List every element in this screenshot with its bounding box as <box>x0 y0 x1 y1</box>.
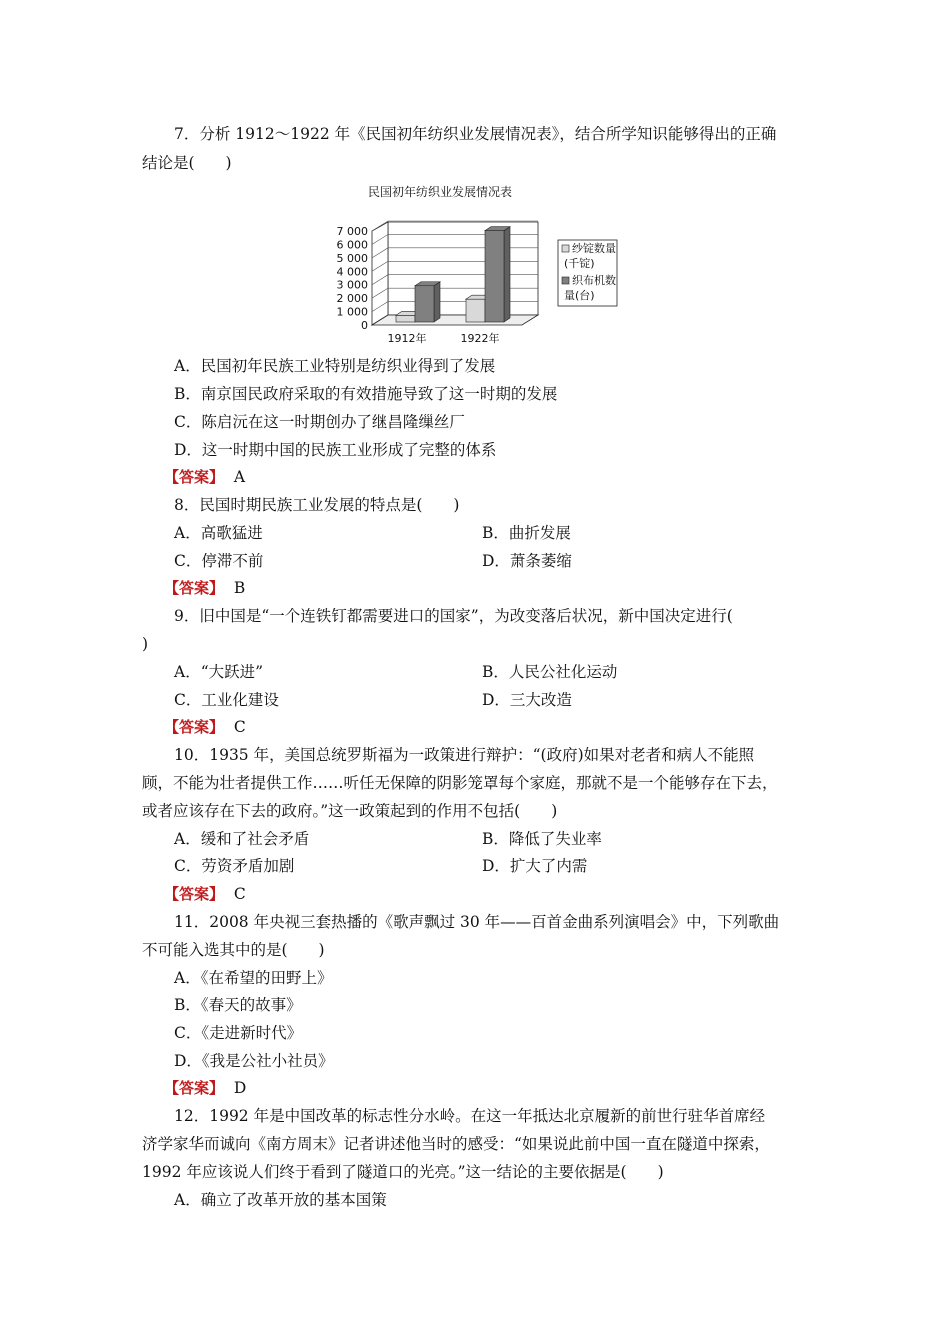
q9-stem: 9．旧中国是“一个连铁钉都需要进口的国家”，为改变落后状况，新中国决定进行( <box>174 607 733 625</box>
legend-swatch-looms <box>562 277 569 284</box>
q10-option-d: D．扩大了内需 <box>482 857 588 875</box>
y-tick-label: 4 000 <box>336 265 368 279</box>
answer-tag: 【答案】 <box>164 718 225 736</box>
q10-stem: 10．1935 年，美国总统罗斯福为一政策进行辩护：“(政府)如果对老者和病人不能照 <box>174 746 755 764</box>
q11-answer <box>164 1078 246 1098</box>
q7-stem: 7．分析 1912～1922 年《民国初年纺织业发展情况表》，结合所学知识能够得出的正确 <box>174 125 777 143</box>
q11-option-c: C．《走进新时代》 <box>174 1024 303 1042</box>
q12-stem-cont: 济学家华而诚向《南方周末》记者讲述他当时的感受：“如果说此前中国一直在隧道中探索， <box>142 1135 770 1153</box>
legend-swatch-spindles <box>562 245 569 252</box>
legend-label-spindles-unit: (千锭) <box>564 257 595 270</box>
q9-option-c: C．工业化建设 <box>174 691 279 709</box>
y-tick-label: 0 <box>361 319 368 332</box>
q9-option-b: B．人民公社化运动 <box>482 663 618 681</box>
q10-stem-cont-2: 或者应该存在下去的政府。”这一政策起到的作用不包括( ) <box>142 802 558 820</box>
y-tick-label: 2 000 <box>336 292 368 306</box>
q8-option-d: D．萧条萎缩 <box>482 552 572 570</box>
answer-tag: 【答案】 <box>164 1079 225 1097</box>
answer-value: C <box>233 718 246 736</box>
q11-option-b: B．《春天的故事》 <box>174 996 302 1014</box>
x-tick-1922: 1922年 <box>460 332 500 345</box>
q7-option-d: D．这一时期中国的民族工业形成了完整的体系 <box>174 441 497 459</box>
q9-answer <box>164 717 246 737</box>
legend-label-looms-unit: 量(台) <box>564 289 595 302</box>
legend-label-looms: 织布机数 <box>572 274 616 287</box>
answer-tag: 【答案】 <box>164 468 225 486</box>
q10-option-c: C．劳资矛盾加剧 <box>174 857 295 875</box>
q8-option-c: C．停滞不前 <box>174 552 264 570</box>
chart-back-wall <box>388 222 538 315</box>
q11-stem: 11．2008 年央视三套热播的《歌声飘过 30 年——百首金曲系列演唱会》中，下列歌曲 <box>174 913 780 931</box>
chart-y-tick-labels <box>337 225 369 332</box>
bar-looms-1912年 <box>415 282 440 322</box>
q12-option-a: A．确立了改革开放的基本国策 <box>174 1191 387 1209</box>
q7-stem-cont: 结论是( ) <box>142 154 232 172</box>
y-tick-label: 6 000 <box>336 238 368 252</box>
q10-option-a: A．缓和了社会矛盾 <box>174 830 310 848</box>
legend-label-spindles: 纱锭数量 <box>572 242 616 255</box>
q8-option-a: A．高歌猛进 <box>174 524 263 542</box>
answer-tag: 【答案】 <box>164 885 225 903</box>
q10-answer <box>164 884 246 904</box>
chart-side-wall <box>372 222 388 325</box>
answer-value: C <box>233 885 246 903</box>
q10-option-b: B．降低了失业率 <box>482 830 602 848</box>
q8-stem: 8．民国时期民族工业发展的特点是( ) <box>174 496 460 514</box>
q7-option-a: A．民国初年民族工业特别是纺织业得到了发展 <box>174 357 496 375</box>
q10-stem-cont: 顾，不能为壮者提供工作……听任无保障的阴影笼罩每个家庭，那就不是一个能够存在下去， <box>142 774 778 792</box>
q7-option-c: C．陈启沅在这一时期创办了继昌隆缫丝厂 <box>174 413 465 431</box>
answer-value: A <box>233 468 246 486</box>
q12-stem: 12．1992 年是中国改革的标志性分水岭。在这一年抵达北京履新的前世行驻华首席经 <box>174 1107 766 1125</box>
y-tick-label: 7 000 <box>336 225 368 238</box>
y-tick-label: 1 000 <box>336 305 368 319</box>
q7-answer <box>164 467 245 487</box>
chart-title: 民国初年纺织业发展情况表 <box>367 185 513 199</box>
x-tick-1912: 1912年 <box>387 332 427 345</box>
textile-chart <box>330 182 620 350</box>
answer-value: B <box>233 579 246 597</box>
y-tick-label: 3 000 <box>336 278 368 292</box>
q11-stem-cont: 不可能入选其中的是( ) <box>142 941 325 959</box>
y-tick-label: 5 000 <box>336 251 368 265</box>
q12-stem-cont-2: 1992 年应该说人们终于看到了隧道口的光亮。”这一结论的主要依据是( ) <box>142 1163 664 1181</box>
q8-option-b: B．曲折发展 <box>482 524 571 542</box>
q9-option-a: A．“大跃进” <box>174 663 264 681</box>
q11-option-d: D．《我是公社小社员》 <box>174 1052 334 1070</box>
bar-looms-1922年 <box>485 227 510 322</box>
q8-answer <box>164 578 245 598</box>
q11-option-a: A．《在希望的田野上》 <box>174 969 333 987</box>
q7-option-b: B．南京国民政府采取的有效措施导致了这一时期的发展 <box>174 385 558 403</box>
answer-tag: 【答案】 <box>164 579 225 597</box>
q9-option-d: D．三大改造 <box>482 691 572 709</box>
answer-value: D <box>233 1079 247 1097</box>
q9-stem-cont: ) <box>142 635 149 653</box>
